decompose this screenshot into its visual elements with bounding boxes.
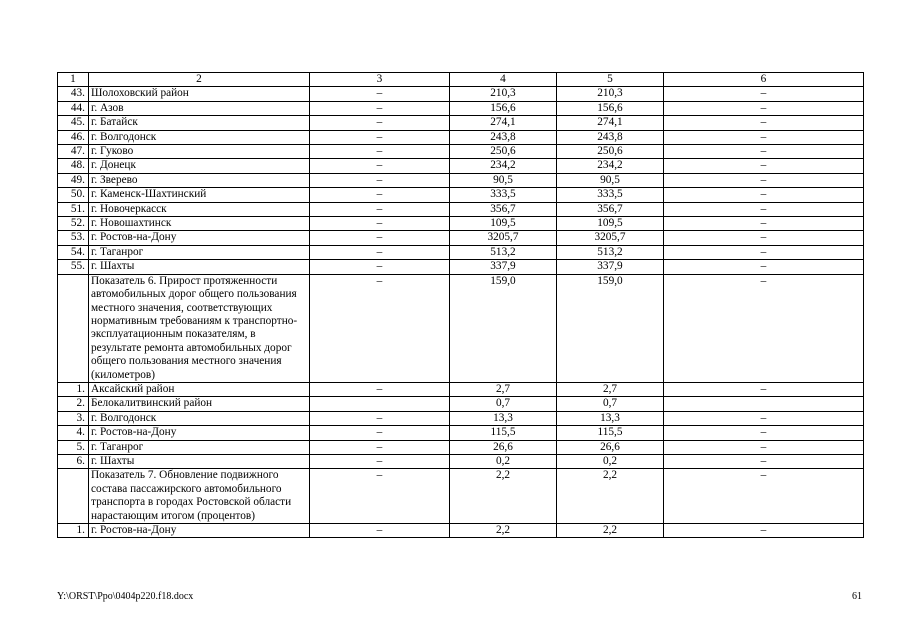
row-number: 6. bbox=[58, 454, 89, 468]
row-name: Показатель 6. Прирост протяженности автомобильных дорог общего пользования местного значения, соответствующих нормативным требованиям к транспортно-эксплуатационным показателям, в результате ремонта автомобильных дорог общего пользования местного значения (километров) bbox=[89, 274, 310, 382]
table-row bbox=[58, 524, 864, 538]
col6-value: – bbox=[664, 130, 864, 144]
table-row bbox=[58, 202, 864, 216]
row-name: г. Таганрог bbox=[89, 440, 310, 454]
row-name: Аксайский район bbox=[89, 382, 310, 396]
row-name: г. Батайск bbox=[89, 116, 310, 130]
col4-value: 156,6 bbox=[450, 101, 557, 115]
row-name: г. Таганрог bbox=[89, 245, 310, 259]
col3-value: – bbox=[310, 426, 450, 440]
table-row bbox=[58, 454, 864, 468]
row-name: г. Ростов-на-Дону bbox=[89, 231, 310, 245]
col6-value: – bbox=[664, 260, 864, 274]
row-number: 43. bbox=[58, 87, 89, 101]
row-name: Показатель 7. Обновление подвижного состава пассажирского автомобильного транспорта в городах Ростовской области нарастающим итогом (процентов) bbox=[89, 469, 310, 524]
row-name: г. Волгодонск bbox=[89, 411, 310, 425]
table-row bbox=[58, 382, 864, 396]
col5-value: 0,7 bbox=[557, 397, 664, 411]
col5-value: 3205,7 bbox=[557, 231, 664, 245]
table-row bbox=[58, 245, 864, 259]
col5-value: 513,2 bbox=[557, 245, 664, 259]
table-row bbox=[58, 145, 864, 159]
col5-value: 115,5 bbox=[557, 426, 664, 440]
col4-value: 159,0 bbox=[450, 274, 557, 382]
col3-value: – bbox=[310, 411, 450, 425]
header-cell: 3 bbox=[310, 73, 450, 87]
col4-value: 90,5 bbox=[450, 173, 557, 187]
col4-value: 356,7 bbox=[450, 202, 557, 216]
col6-value: – bbox=[664, 382, 864, 396]
col4-value: 2,7 bbox=[450, 382, 557, 396]
col3-value: – bbox=[310, 524, 450, 538]
col3-value: – bbox=[310, 101, 450, 115]
table-row bbox=[58, 397, 864, 411]
col3-value: – bbox=[310, 87, 450, 101]
col3-value: – bbox=[310, 231, 450, 245]
col4-value: 26,6 bbox=[450, 440, 557, 454]
header-cell: 6 bbox=[664, 73, 864, 87]
col5-value: 0,2 bbox=[557, 454, 664, 468]
col5-value: 250,6 bbox=[557, 145, 664, 159]
row-number: 3. bbox=[58, 411, 89, 425]
col6-value: – bbox=[664, 469, 864, 524]
col5-value: 90,5 bbox=[557, 173, 664, 187]
row-number: 49. bbox=[58, 173, 89, 187]
row-name: г. Каменск-Шахтинский bbox=[89, 188, 310, 202]
col3-value: – bbox=[310, 130, 450, 144]
col5-value: 2,2 bbox=[557, 524, 664, 538]
col4-value: 0,7 bbox=[450, 397, 557, 411]
col3-value: – bbox=[310, 188, 450, 202]
col6-value bbox=[664, 397, 864, 411]
col4-value: 115,5 bbox=[450, 426, 557, 440]
col5-value: 243,8 bbox=[557, 130, 664, 144]
col6-value: – bbox=[664, 101, 864, 115]
col5-value: 274,1 bbox=[557, 116, 664, 130]
header-cell: 4 bbox=[450, 73, 557, 87]
col4-value: 234,2 bbox=[450, 159, 557, 173]
row-number: 55. bbox=[58, 260, 89, 274]
table-row bbox=[58, 426, 864, 440]
col5-value: 159,0 bbox=[557, 274, 664, 382]
col5-value: 13,3 bbox=[557, 411, 664, 425]
table-row bbox=[58, 101, 864, 115]
header-cell: 1 bbox=[58, 73, 89, 87]
col6-value: – bbox=[664, 188, 864, 202]
table-header-row bbox=[58, 73, 864, 87]
col4-value: 3205,7 bbox=[450, 231, 557, 245]
col3-value: – bbox=[310, 159, 450, 173]
header-cell: 5 bbox=[557, 73, 664, 87]
col4-value: 0,2 bbox=[450, 454, 557, 468]
col3-value: – bbox=[310, 217, 450, 231]
row-name: г. Зверево bbox=[89, 173, 310, 187]
table-row bbox=[58, 440, 864, 454]
col4-value: 210,3 bbox=[450, 87, 557, 101]
row-name: г. Донецк bbox=[89, 159, 310, 173]
col3-value: – bbox=[310, 116, 450, 130]
col4-value: 109,5 bbox=[450, 217, 557, 231]
table-row bbox=[58, 130, 864, 144]
col4-value: 243,8 bbox=[450, 130, 557, 144]
col5-value: 109,5 bbox=[557, 217, 664, 231]
col3-value: – bbox=[310, 173, 450, 187]
table-row bbox=[58, 231, 864, 245]
col5-value: 333,5 bbox=[557, 188, 664, 202]
col3-value: – bbox=[310, 469, 450, 524]
col6-value: – bbox=[664, 173, 864, 187]
row-number: 48. bbox=[58, 159, 89, 173]
col5-value: 2,2 bbox=[557, 469, 664, 524]
col6-value: – bbox=[664, 245, 864, 259]
table-row bbox=[58, 188, 864, 202]
row-number: 2. bbox=[58, 397, 89, 411]
col6-value: – bbox=[664, 524, 864, 538]
col6-value: – bbox=[664, 411, 864, 425]
col6-value: – bbox=[664, 274, 864, 382]
col5-value: 356,7 bbox=[557, 202, 664, 216]
table-row bbox=[58, 173, 864, 187]
row-number: 1. bbox=[58, 382, 89, 396]
col6-value: – bbox=[664, 145, 864, 159]
table-row bbox=[58, 87, 864, 101]
col4-value: 2,2 bbox=[450, 524, 557, 538]
row-number: 52. bbox=[58, 217, 89, 231]
row-number: 54. bbox=[58, 245, 89, 259]
col3-value bbox=[310, 397, 450, 411]
row-number: 47. bbox=[58, 145, 89, 159]
col6-value: – bbox=[664, 454, 864, 468]
row-name: Белокалитвинский район bbox=[89, 397, 310, 411]
row-name: г. Ростов-на-Дону bbox=[89, 524, 310, 538]
row-number: 44. bbox=[58, 101, 89, 115]
col4-value: 250,6 bbox=[450, 145, 557, 159]
col4-value: 513,2 bbox=[450, 245, 557, 259]
col5-value: 156,6 bbox=[557, 101, 664, 115]
table-row bbox=[58, 159, 864, 173]
row-number: 53. bbox=[58, 231, 89, 245]
row-number: 5. bbox=[58, 440, 89, 454]
col3-value: – bbox=[310, 260, 450, 274]
col6-value: – bbox=[664, 116, 864, 130]
row-number: 51. bbox=[58, 202, 89, 216]
row-number: 45. bbox=[58, 116, 89, 130]
col6-value: – bbox=[664, 202, 864, 216]
row-name: г. Новочеркасск bbox=[89, 202, 310, 216]
page-number: 61 bbox=[852, 591, 862, 602]
data-table bbox=[57, 72, 864, 538]
col3-value: – bbox=[310, 440, 450, 454]
row-name: г. Азов bbox=[89, 101, 310, 115]
row-name: г. Шахты bbox=[89, 260, 310, 274]
row-name: г. Новошахтинск bbox=[89, 217, 310, 231]
table-row bbox=[58, 469, 864, 524]
col3-value: – bbox=[310, 454, 450, 468]
col5-value: 234,2 bbox=[557, 159, 664, 173]
row-number bbox=[58, 274, 89, 382]
row-name: г. Гуково bbox=[89, 145, 310, 159]
row-number: 4. bbox=[58, 426, 89, 440]
col4-value: 2,2 bbox=[450, 469, 557, 524]
col4-value: 333,5 bbox=[450, 188, 557, 202]
col3-value: – bbox=[310, 145, 450, 159]
col4-value: 274,1 bbox=[450, 116, 557, 130]
col3-value: – bbox=[310, 274, 450, 382]
col6-value: – bbox=[664, 87, 864, 101]
col3-value: – bbox=[310, 382, 450, 396]
row-name: г. Волгодонск bbox=[89, 130, 310, 144]
col5-value: 2,7 bbox=[557, 382, 664, 396]
row-name: г. Шахты bbox=[89, 454, 310, 468]
col6-value: – bbox=[664, 217, 864, 231]
table-row bbox=[58, 411, 864, 425]
file-path-footer: Y:\ORST\Ppo\0404p220.f18.docx bbox=[57, 591, 194, 602]
col6-value: – bbox=[664, 231, 864, 245]
table-row bbox=[58, 260, 864, 274]
col5-value: 26,6 bbox=[557, 440, 664, 454]
col6-value: – bbox=[664, 159, 864, 173]
row-number bbox=[58, 469, 89, 524]
row-number: 46. bbox=[58, 130, 89, 144]
col4-value: 337,9 bbox=[450, 260, 557, 274]
col3-value: – bbox=[310, 245, 450, 259]
col3-value: – bbox=[310, 202, 450, 216]
row-number: 50. bbox=[58, 188, 89, 202]
col6-value: – bbox=[664, 426, 864, 440]
row-name: г. Ростов-на-Дону bbox=[89, 426, 310, 440]
row-number: 1. bbox=[58, 524, 89, 538]
table-row bbox=[58, 217, 864, 231]
header-cell: 2 bbox=[89, 73, 310, 87]
col5-value: 210,3 bbox=[557, 87, 664, 101]
col6-value: – bbox=[664, 440, 864, 454]
table-row bbox=[58, 116, 864, 130]
table-row bbox=[58, 274, 864, 382]
row-name: Шолоховский район bbox=[89, 87, 310, 101]
col5-value: 337,9 bbox=[557, 260, 664, 274]
col4-value: 13,3 bbox=[450, 411, 557, 425]
